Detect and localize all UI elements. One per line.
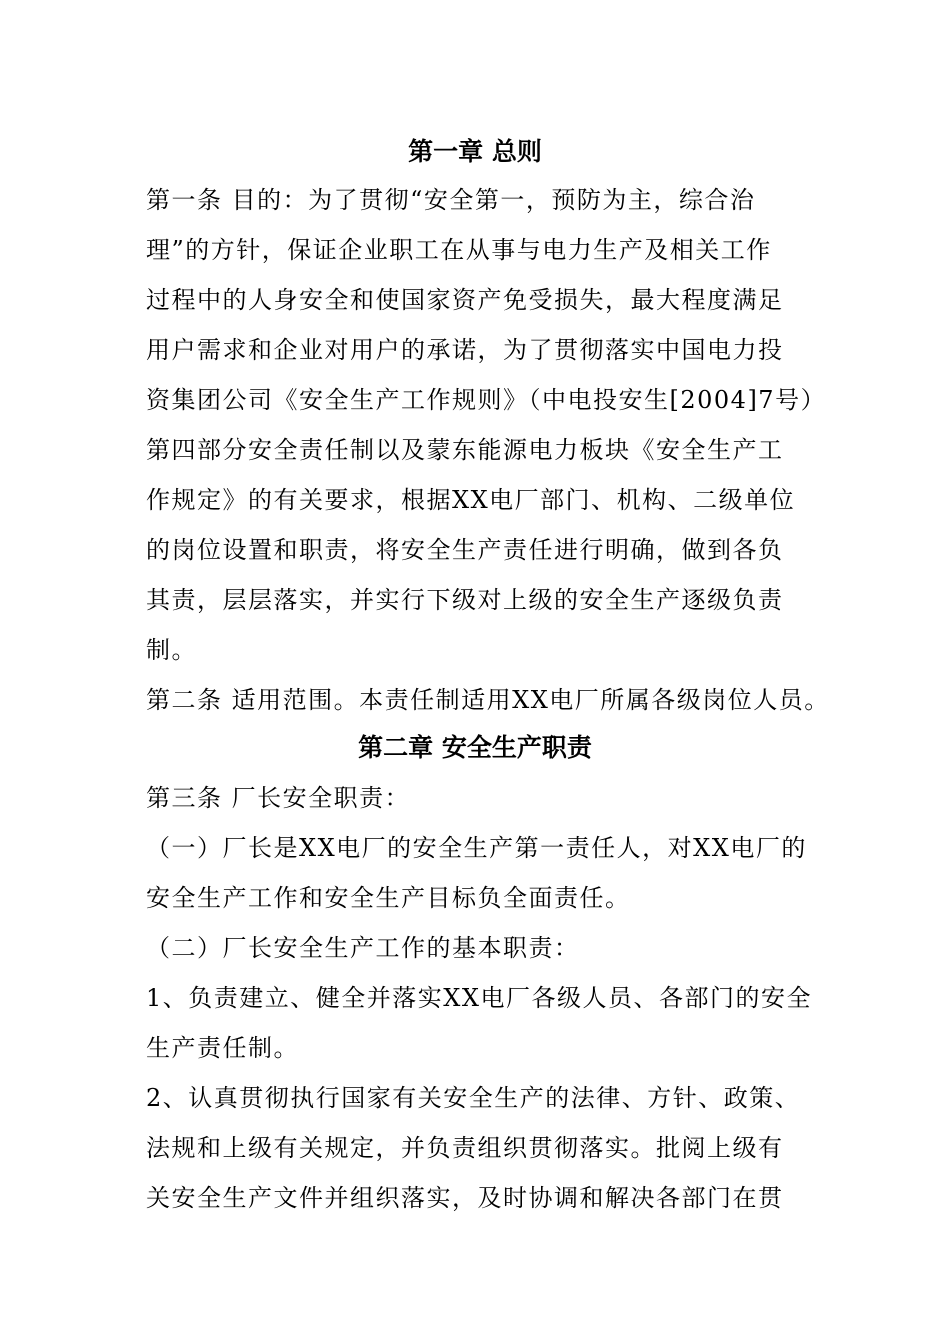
article-3-item-2-title: （二）厂长安全生产工作的基本职责：	[146, 934, 580, 962]
article-1-line: 用户需求和企业对用户的承诺，为了贯彻落实中国电力投	[146, 336, 784, 364]
duty-2-line: 关安全生产文件并组织落实，及时协调和解决各部门在贯	[146, 1184, 784, 1212]
duty-1-line: 生产责任制。	[146, 1034, 299, 1062]
duty-2-line: 2、认真贯彻执行国家有关安全生产的法律、方针、政策、	[146, 1084, 801, 1112]
article-1-line: 过程中的人身安全和使国家资产免受损失，最大程度满足	[146, 286, 784, 314]
chapter-2-title: 第二章 安全生产职责	[358, 733, 592, 762]
article-3-item-1-line: （一）厂长是XX电厂的安全生产第一责任人，对XX电厂的	[146, 834, 807, 862]
article-2: 第二条 适用范围。本责任制适用XX电厂所属各级岗位人员。	[146, 686, 830, 714]
article-3-title: 第三条 厂长安全职责：	[146, 784, 411, 812]
article-1-line: 制。	[146, 636, 197, 664]
duty-1-line: 1、负责建立、健全并落实XX电厂各级人员、各部门的安全	[146, 984, 812, 1012]
article-1-line: 第四部分安全责任制以及蒙东能源电力板块《安全生产工	[146, 436, 784, 464]
chapter-1-title: 第一章 总则	[408, 137, 542, 166]
article-1-line: 作规定》的有关要求，根据XX电厂部门、机构、二级单位	[146, 486, 796, 514]
article-1-line: 其责，层层落实，并实行下级对上级的安全生产逐级负责	[146, 586, 784, 614]
duty-2-line: 法规和上级有关规定，并负责组织贯彻落实。批阅上级有	[146, 1134, 784, 1162]
article-1-line: 资集团公司《安全生产工作规则》（中电投安生[2004]7号）	[146, 386, 827, 414]
article-3-item-1-line: 安全生产工作和安全生产目标负全面责任。	[146, 884, 631, 912]
article-1-line: 第一条 目的：为了贯彻“安全第一，预防为主，综合治	[146, 186, 756, 214]
article-1-line: 的岗位设置和职责，将安全生产责任进行明确，做到各负	[146, 536, 784, 564]
article-1-line: 理”的方针，保证企业职工在从事与电力生产及相关工作	[146, 236, 772, 264]
